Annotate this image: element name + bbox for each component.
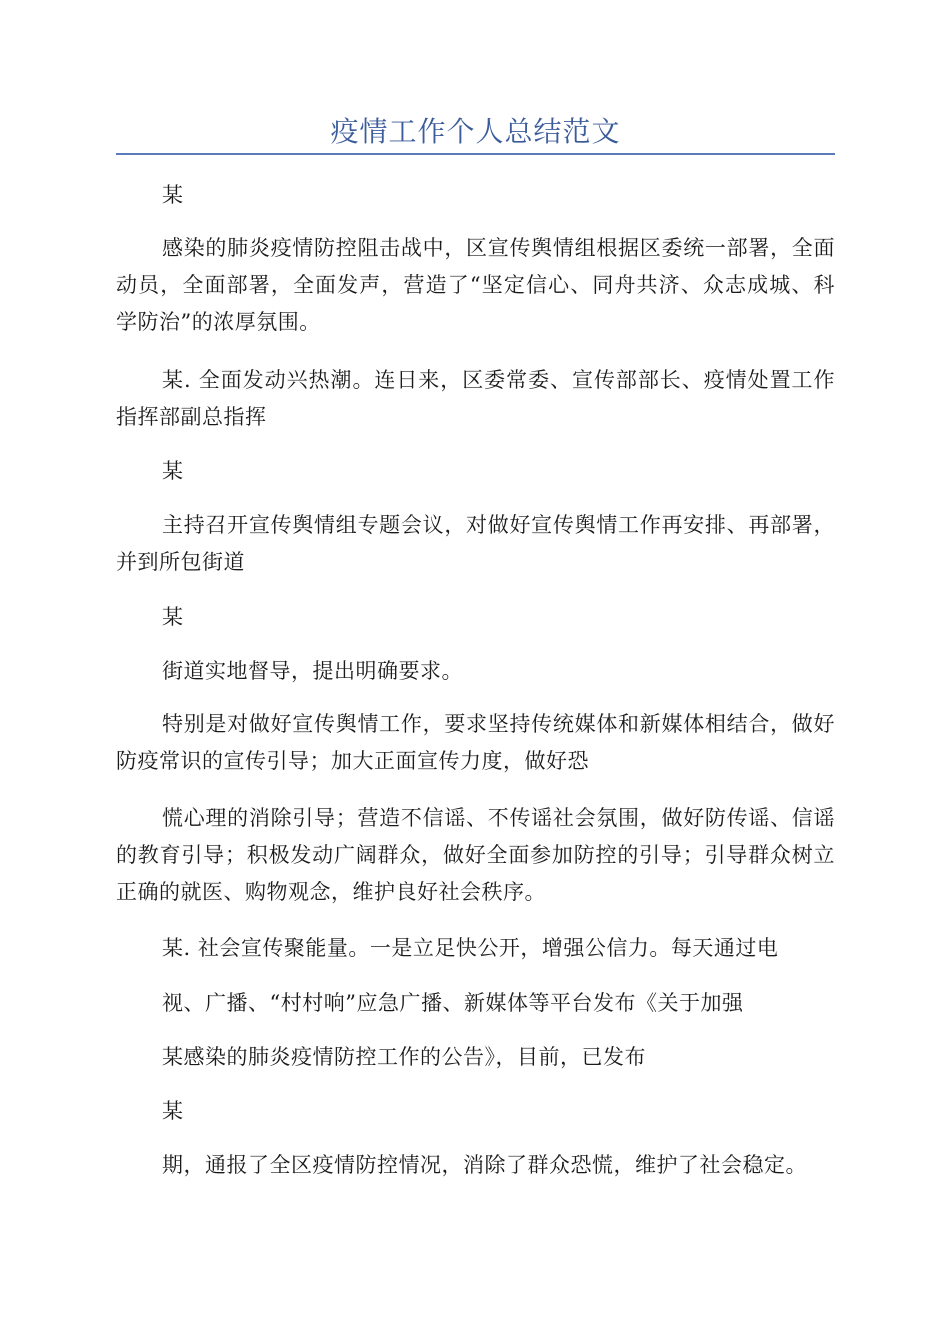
paragraph-4: 某 (162, 459, 184, 483)
paragraph-3: 某. 全面发动兴热潮。连日来，区委常委、宣传部部长、疫情处置工作指挥部副总指挥 (116, 368, 835, 429)
paragraph-1: 某 (162, 183, 184, 207)
paragraph-2: 感染的肺炎疫情防控阻击战中，区宣传舆情组根据区委统一部署，全面动员，全面部署，全面发声，营造了“坚定信心、同舟共济、众志成城、科学防治”的浓厚氛围。 (116, 236, 835, 334)
document-title: 疫情工作个人总结范文 (330, 115, 621, 148)
paragraph-12: 某感染的肺炎疫情防控工作的公告》，目前，已发布 (162, 1045, 646, 1069)
paragraph-14: 期，通报了全区疫情防控情况，消除了群众恐慌，维护了社会稳定。 (162, 1153, 807, 1177)
title-underline (116, 153, 835, 155)
paragraph-9: 慌心理的消除引导；营造不信谣、不传谣社会氛围，做好防传谣、信谣的教育引导；积极发动广阔群众，做好全面参加防控的引导；引导群众树立正确的就医、购物观念，维护良好社会秩序。 (116, 806, 835, 904)
paragraph-6: 某 (162, 605, 184, 629)
paragraph-8: 特别是对做好宣传舆情工作，要求坚持传统媒体和新媒体相结合，做好防疫常识的宣传引导；加大正面宣传力度，做好恐 (116, 712, 835, 773)
paragraph-7: 街道实地督导，提出明确要求。 (162, 659, 463, 683)
paragraph-5: 主持召开宣传舆情组专题会议，对做好宣传舆情工作再安排、再部署，并到所包街道 (116, 513, 835, 574)
paragraph-10: 某. 社会宣传聚能量。一是立足快公开，增强公信力。每天通过电 (162, 936, 779, 960)
paragraph-13: 某 (162, 1099, 184, 1123)
paragraph-11: 视、广播、“村村响”应急广播、新媒体等平台发布《关于加强 (162, 991, 744, 1015)
